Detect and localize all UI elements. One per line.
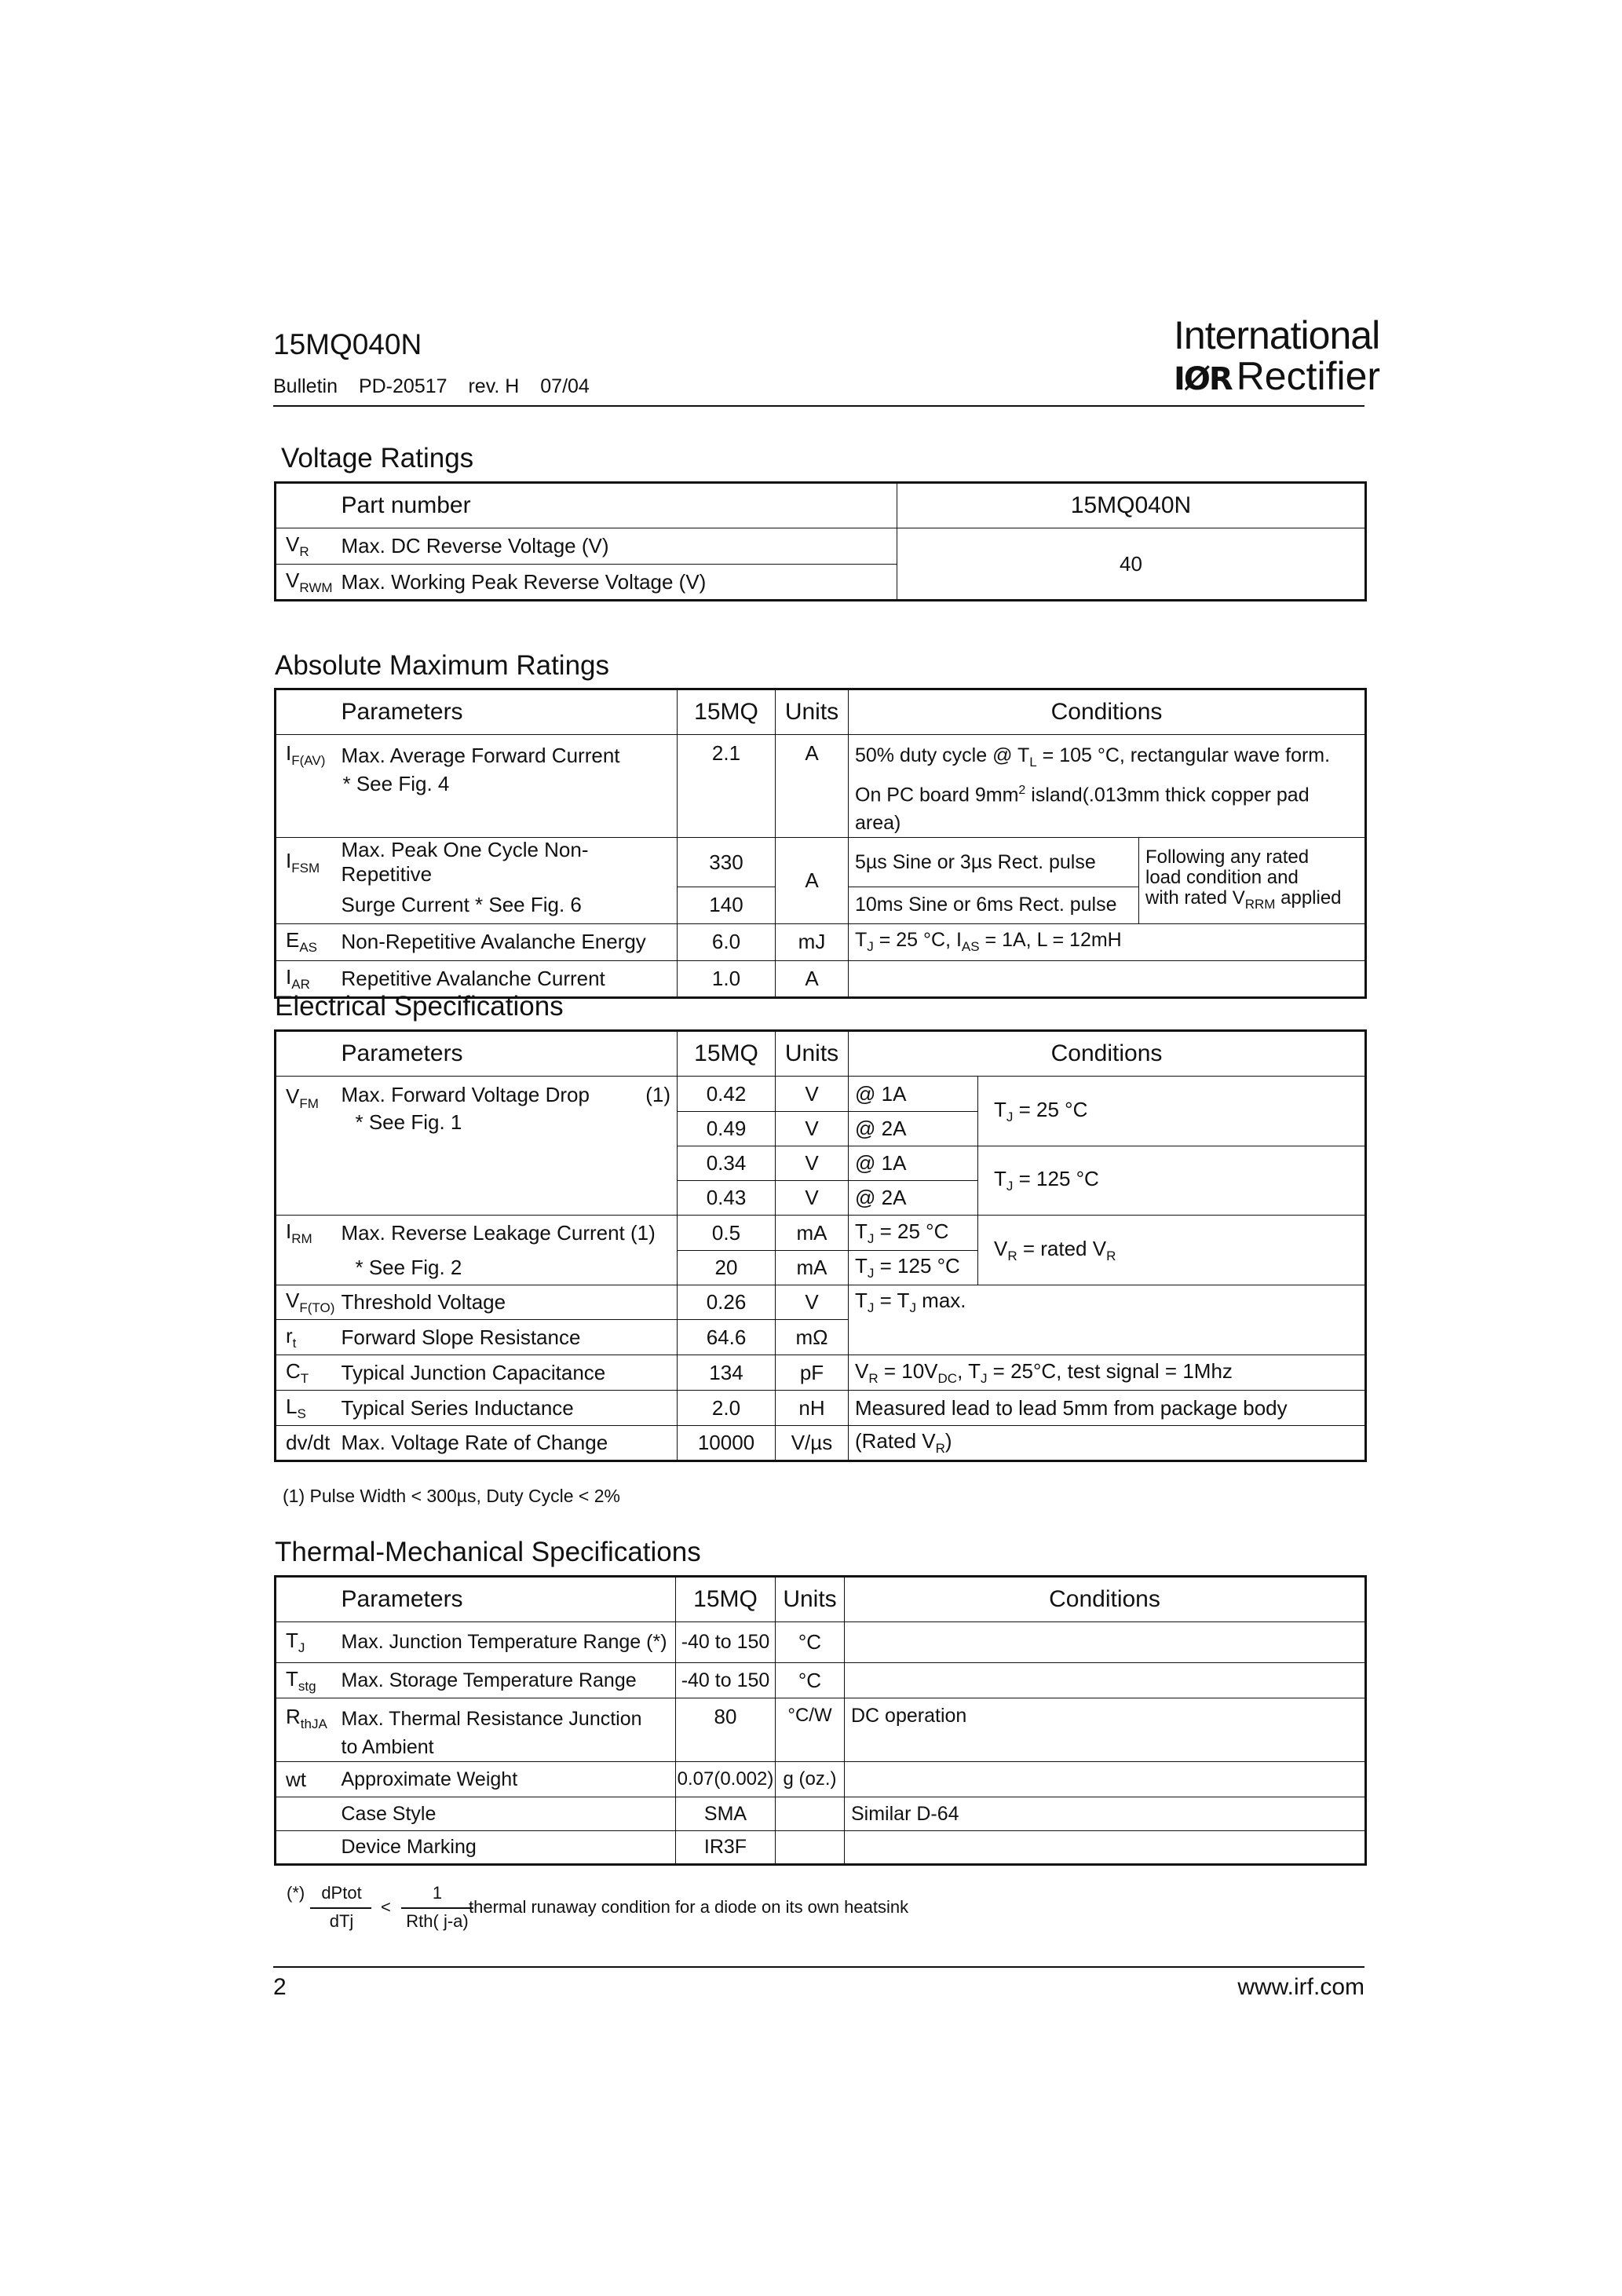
unit-cell: A xyxy=(776,960,849,997)
value-cell: 0.07(0.002) xyxy=(676,1762,776,1797)
condition-cell: 50% duty cycle @ $T_L = 105$ °C, rectangular wave form. On PC board $9mm^2$ island(.013mm thick copper pad area) xyxy=(849,735,1366,838)
unit-cell: V xyxy=(776,1181,849,1216)
table-header-row xyxy=(276,689,1366,735)
table-row xyxy=(276,923,1366,960)
description: Max. Reverse Leakage Current (1) xyxy=(338,1216,678,1251)
header-parameters: Parameters xyxy=(338,1577,676,1622)
symbol: $r_t$ xyxy=(276,1320,338,1355)
condition-cell: @ 1A xyxy=(849,1146,978,1181)
symbol: $V_R$ xyxy=(276,528,338,565)
unit-cell: nH xyxy=(776,1391,849,1426)
symbol: dv/dt xyxy=(276,1426,338,1461)
voltage-ratings-title: Voltage Ratings xyxy=(281,443,474,473)
description: Max. Working Peak Reverse Voltage (V) xyxy=(338,565,897,601)
description: Typical Junction Capacitance xyxy=(338,1355,678,1391)
table-row xyxy=(276,1391,1366,1426)
table-header-row xyxy=(276,483,1366,528)
fraction-denominator: Rth( j-a) xyxy=(406,1911,469,1931)
unit-cell: °C/W xyxy=(776,1698,845,1762)
condition-cell: DC operation xyxy=(845,1698,1366,1762)
value-cell: 134 xyxy=(678,1355,776,1391)
table-row xyxy=(276,735,1366,838)
bulletin-line xyxy=(273,375,605,398)
voltage-ratings-table xyxy=(274,481,1367,601)
company-logo xyxy=(1174,313,1381,400)
description: Device Marking xyxy=(338,1831,676,1865)
unit-cell: g (oz.) xyxy=(776,1762,845,1797)
condition-cell: $V_R = 10V_{DC}$, $T_J = 25^\circ C$, test signal = 1Mhz xyxy=(849,1355,1366,1391)
part-number-title: 15MQ040N xyxy=(273,328,422,360)
header-15mq: 15MQ xyxy=(676,1577,776,1622)
symbol: $E_{AS}$ xyxy=(276,923,338,960)
description: Typical Series Inductance xyxy=(338,1391,678,1426)
value-cell: SMA xyxy=(676,1797,776,1831)
temp-condition-cell: $T_J = 25$ °C xyxy=(978,1077,1366,1146)
condition-cell: $T_J = 25$ °C, $I_{AS} = 1A$, L = 12mH xyxy=(849,923,1366,960)
less-than-sign: < xyxy=(381,1897,391,1917)
table-row xyxy=(276,1320,1366,1355)
value-cell: IR3F xyxy=(676,1831,776,1865)
thermal-footnote-text: thermal runaway condition for a diode on its own heatsink xyxy=(469,1897,909,1917)
value-cell: 140 xyxy=(678,887,776,923)
unit-cell: mA xyxy=(776,1251,849,1285)
value-cell: 0.49 xyxy=(678,1112,776,1146)
symbol: $R_{thJA}$ xyxy=(276,1698,338,1762)
header-conditions: Conditions xyxy=(849,689,1366,735)
asterisk-mark: (*) xyxy=(287,1883,305,1903)
electrical-specs-table xyxy=(274,1029,1367,1462)
symbol: $I_{AR}$ xyxy=(276,960,338,997)
symbol: $I_{FSM}$ xyxy=(276,838,338,887)
condition-cell: 5µs Sine or 3µs Rect. pulse xyxy=(849,838,1139,887)
table-row xyxy=(276,1622,1366,1663)
condition-cell: @ 2A xyxy=(849,1112,978,1146)
electrical-footnote: (1) Pulse Width < 300µs, Duty Cycle < 2% xyxy=(283,1486,620,1506)
condition-cell: @ 1A xyxy=(849,1077,978,1112)
table-row xyxy=(276,1216,1366,1251)
bulletin-label: Bulletin xyxy=(273,375,338,397)
description: Non-Repetitive Avalanche Energy xyxy=(338,923,678,960)
value-cell: 10000 xyxy=(678,1426,776,1461)
description: Max. Junction Temperature Range (*) xyxy=(338,1622,676,1663)
abs-max-title: Absolute Maximum Ratings xyxy=(275,650,609,681)
condition-cell: 10ms Sine or 6ms Rect. pulse xyxy=(849,887,1139,923)
condition-cell: $T_J = 25$ °C xyxy=(849,1216,978,1251)
symbol: $T_{stg}$ xyxy=(276,1663,338,1698)
value-cell: -40 to 150 xyxy=(676,1663,776,1698)
unit-cell xyxy=(776,1797,845,1831)
description: Max. Thermal Resistance Junction to Ambient xyxy=(338,1698,676,1762)
unit-cell: mJ xyxy=(776,923,849,960)
unit-cell xyxy=(776,1831,845,1865)
symbol: $C_T$ xyxy=(276,1355,338,1391)
unit-cell: V xyxy=(776,1285,849,1320)
condition-cell: $T_J = T_J$ max. xyxy=(849,1285,1366,1320)
table-row xyxy=(276,1285,1366,1320)
condition-cell xyxy=(845,1663,1366,1698)
condition-cell: Measured lead to lead 5mm from package body xyxy=(849,1391,1366,1426)
value-cell: 330 xyxy=(678,838,776,887)
bulletin-code: PD-20517 xyxy=(358,375,448,397)
unit-cell: V xyxy=(776,1146,849,1181)
condition-cell xyxy=(845,1831,1366,1865)
electrical-specs-title: Electrical Specifications xyxy=(275,991,564,1022)
table-row xyxy=(276,1831,1366,1865)
header-units: Units xyxy=(776,1577,845,1622)
description: Threshold Voltage xyxy=(338,1285,678,1320)
description: Max. Voltage Rate of Change xyxy=(338,1426,678,1461)
condition-cell xyxy=(849,1320,1366,1355)
table-row xyxy=(276,1698,1366,1762)
fraction-bar xyxy=(310,1907,371,1909)
page-number: 2 xyxy=(273,1974,287,2000)
description: Max. Forward Voltage Drop (1) * See Fig. 1 xyxy=(338,1077,678,1216)
fraction-denominator: dTj xyxy=(329,1911,354,1931)
header-15mq: 15MQ xyxy=(678,1031,776,1077)
temp-condition-cell: $T_J = 125$ °C xyxy=(978,1146,1366,1216)
website-url[interactable]: www.irf.com xyxy=(1237,1974,1364,2000)
fraction-numerator: 1 xyxy=(432,1883,443,1903)
table-row xyxy=(276,1762,1366,1797)
table-header-row xyxy=(276,1577,1366,1622)
header-units: Units xyxy=(776,689,849,735)
table-row xyxy=(276,1355,1366,1391)
unit-cell: °C xyxy=(776,1663,845,1698)
vr-condition-cell: $V_R$ = rated $V_R$ xyxy=(978,1216,1366,1285)
value-cell: 0.42 xyxy=(678,1077,776,1112)
unit-cell: V xyxy=(776,1077,849,1112)
value-cell: 80 xyxy=(676,1698,776,1762)
logo-line-1: International xyxy=(1174,313,1380,357)
description: Forward Slope Resistance xyxy=(338,1320,678,1355)
value-cell: 20 xyxy=(678,1251,776,1285)
table-row xyxy=(276,1797,1366,1831)
description: Repetitive Avalanche Current xyxy=(338,960,678,997)
condition-cell: $T_J = 125$ °C xyxy=(849,1251,978,1285)
table-row xyxy=(276,1426,1366,1461)
condition-cell: (Rated $V_R$) xyxy=(849,1426,1366,1461)
thermal-specs-title: Thermal-Mechanical Specifications xyxy=(275,1537,701,1567)
unit-cell: V xyxy=(776,1112,849,1146)
table-row xyxy=(276,1663,1366,1698)
value-cell: 2.1 xyxy=(678,735,776,838)
ior-logo-icon: IØR xyxy=(1174,361,1232,397)
header-15mq: 15MQ xyxy=(678,689,776,735)
header-conditions: Conditions xyxy=(845,1577,1366,1622)
value-cell: 1.0 xyxy=(678,960,776,997)
unit-cell: V/µs xyxy=(776,1426,849,1461)
footer-divider xyxy=(273,1966,1364,1968)
value-cell: 0.43 xyxy=(678,1181,776,1216)
unit-cell: A xyxy=(776,838,849,924)
value-cell: 0.34 xyxy=(678,1146,776,1181)
condition-cell: Similar D-64 xyxy=(845,1797,1366,1831)
revision: rev. H xyxy=(468,375,520,397)
header-divider xyxy=(273,405,1364,407)
description: * See Fig. 2 xyxy=(338,1251,678,1285)
header-part-number: Part number xyxy=(338,483,897,528)
symbol: $T_J$ xyxy=(276,1622,338,1663)
condition-note-cell: Following any rated load condition and with rated $V_{RRM}$ applied xyxy=(1139,838,1366,924)
description: Surge Current * See Fig. 6 xyxy=(338,887,678,923)
value-cell: 6.0 xyxy=(678,923,776,960)
table-row xyxy=(276,838,1366,887)
unit-cell: °C xyxy=(776,1622,845,1663)
condition-cell xyxy=(845,1622,1366,1663)
thermal-specs-table xyxy=(274,1575,1367,1866)
value-cell: 64.6 xyxy=(678,1320,776,1355)
symbol: $V_{FM}$ xyxy=(276,1077,338,1216)
condition-cell xyxy=(845,1762,1366,1797)
table-header-row xyxy=(276,1031,1366,1077)
header-parameters: Parameters xyxy=(338,1031,678,1077)
fraction-bar xyxy=(401,1907,473,1909)
logo-line-2 xyxy=(1174,354,1381,400)
value-cell: 0.26 xyxy=(678,1285,776,1320)
description: Max. Average Forward Current * See Fig. 4 xyxy=(338,735,678,838)
symbol: $V_{RWM}$ xyxy=(276,565,338,601)
logo-rectifier-text: Rectifier xyxy=(1236,354,1381,398)
unit-cell: mA xyxy=(776,1216,849,1251)
symbol: wt xyxy=(276,1762,338,1797)
table-row xyxy=(276,528,1366,565)
unit-cell: mΩ xyxy=(776,1320,849,1355)
description: Max. Storage Temperature Range xyxy=(338,1663,676,1698)
table-row xyxy=(276,1077,1366,1112)
description: Max. DC Reverse Voltage (V) xyxy=(338,528,897,565)
symbol: $V_{F(TO)}$ xyxy=(276,1285,338,1320)
value-cell: 40 xyxy=(897,528,1366,601)
header-parameters: Parameters xyxy=(338,689,678,735)
unit-cell: A xyxy=(776,735,849,838)
fraction-numerator: dPtot xyxy=(321,1883,362,1903)
condition-cell xyxy=(849,960,1366,997)
value-cell: -40 to 150 xyxy=(676,1622,776,1663)
value-cell: 2.0 xyxy=(678,1391,776,1426)
value-cell: 0.5 xyxy=(678,1216,776,1251)
header-value: 15MQ040N xyxy=(897,483,1366,528)
condition-cell: @ 2A xyxy=(849,1181,978,1216)
symbol: $L_S$ xyxy=(276,1391,338,1426)
description: Case Style xyxy=(338,1797,676,1831)
date: 07/04 xyxy=(540,375,590,397)
unit-cell: pF xyxy=(776,1355,849,1391)
description: Approximate Weight xyxy=(338,1762,676,1797)
symbol: $I_{F(AV)}$ xyxy=(276,735,338,838)
description: Max. Peak One Cycle Non-Repetitive xyxy=(338,838,678,887)
header-conditions: Conditions xyxy=(849,1031,1366,1077)
header-units: Units xyxy=(776,1031,849,1077)
abs-max-table xyxy=(274,688,1367,999)
symbol: $I_{RM}$ xyxy=(276,1216,338,1251)
